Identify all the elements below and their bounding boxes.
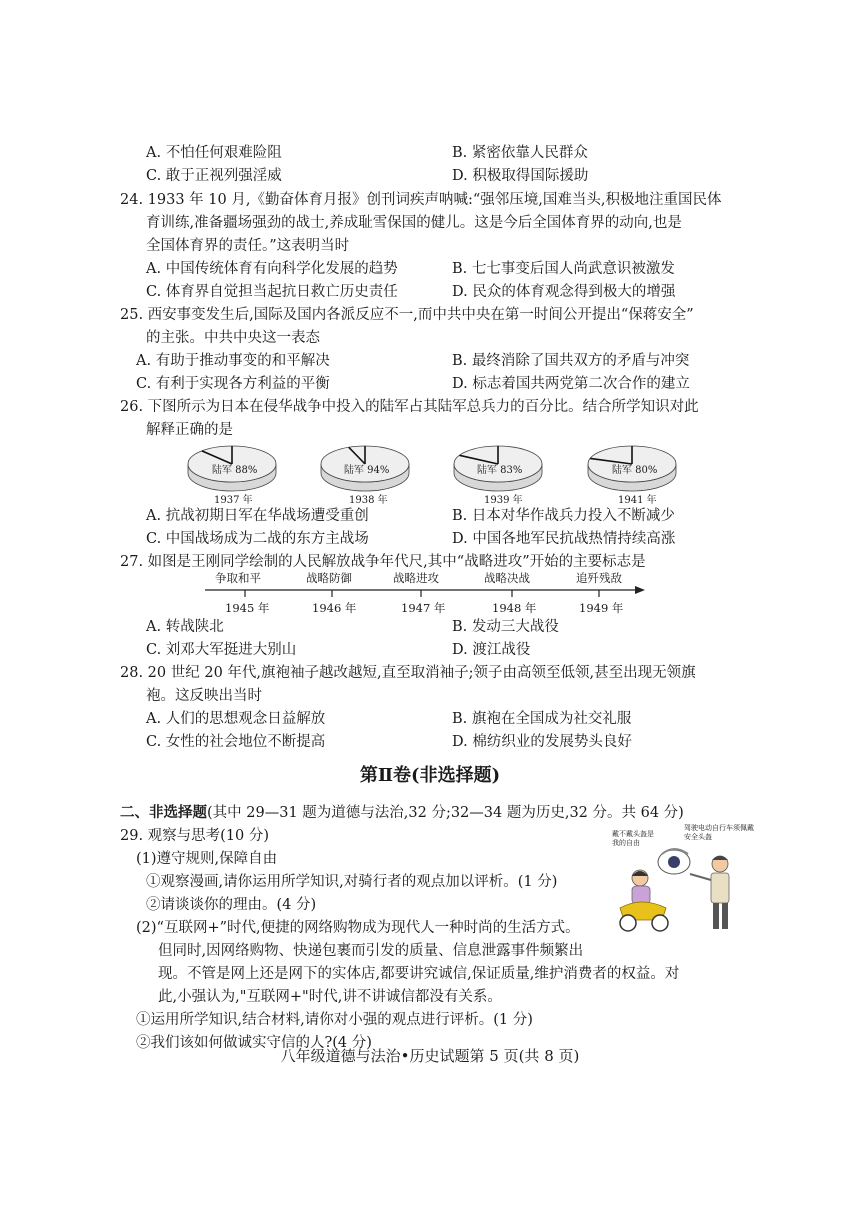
q29-part2-q2: ②我们该如何做诚实守信的人?(4 分)	[136, 1035, 372, 1051]
q26-option-b: B. 日本对华作战兵力投入不断减少	[452, 508, 675, 524]
timeline-axis	[205, 584, 645, 598]
pie-label-1938: 陆军 94%	[344, 465, 390, 476]
pie-label-1941: 陆军 80%	[612, 465, 658, 476]
timeline-phase-5: 追歼残敌	[576, 571, 622, 585]
timeline-phase-4: 战略决战	[484, 571, 530, 585]
helmet-cartoon	[612, 820, 762, 936]
q23-option-c: C. 敢于正视列强淫威	[146, 168, 282, 184]
q28-option-c: C. 女性的社会地位不断提高	[146, 734, 326, 750]
q23-option-d: D. 积极取得国际援助	[452, 168, 589, 184]
pie-year-1941: 1941 年	[618, 495, 657, 506]
q27-option-a: A. 转战陕北	[146, 619, 224, 635]
q27-option-d: D. 渡江战役	[452, 642, 531, 658]
q26-option-d: D. 中国各地军民抗战热情持续高涨	[452, 531, 676, 547]
pie-label-1939: 陆军 83%	[477, 465, 523, 476]
q24-stem-line1: 24. 1933 年 10 月,《勤奋体育月报》创刊词疾声呐喊:“强邻压境,国难当头,积极地注重国民体	[120, 192, 722, 208]
timeline-phase-1: 争取和平	[215, 571, 261, 585]
q28-option-d: D. 棉纺织业的发展势头良好	[452, 734, 632, 750]
q29-part1: (1)遵守规则,保障自由	[136, 851, 278, 867]
timeline-phase-3: 战略进攻	[393, 571, 439, 585]
q26-option-c: C. 中国战场成为二战的东方主战场	[146, 531, 369, 547]
section-2-heading	[120, 803, 684, 823]
q28-option-b: B. 旗袍在全国成为社交礼服	[452, 711, 632, 727]
q28-stem-line1: 28. 20 世纪 20 年代,旗袍袖子越改越短,直至取消袖子;领子由高领至低领,甚至出现无领旗	[120, 665, 696, 681]
pie-year-1939: 1939 年	[484, 495, 523, 506]
page-footer: 八年级道德与法治•历史试题第 5 页(共 8 页)	[280, 1047, 580, 1065]
rider-speech-bubble: 戴不戴头盔是我的自由	[612, 830, 654, 847]
section-2-heading-rest: (其中 29—31 题为道德与法治,32 分;32—34 题为历史,32 分。共 64 分)	[207, 805, 684, 821]
q27-stem-line1: 27. 如图是王刚同学绘制的人民解放战争年代尺,其中“战略进攻”开始的主要标志是	[120, 554, 646, 570]
q24-option-b: B. 七七事变后国人尚武意识被激发	[452, 261, 675, 277]
timeline-year-1946: 1946 年	[312, 601, 357, 615]
q25-option-d: D. 标志着国共两党第二次合作的建立	[452, 376, 690, 392]
q24-option-d: D. 民众的体育观念得到极大的增强	[452, 284, 676, 300]
q26-option-a: A. 抗战初期日军在华战场遭受重创	[146, 508, 369, 524]
officer-speech-bubble: 驾驶电动自行车须佩戴安全头盔	[684, 824, 754, 841]
q25-option-b: B. 最终消除了国共双方的矛盾与冲突	[452, 353, 690, 369]
timeline-year-1945: 1945 年	[225, 601, 270, 615]
cartoon-drawing	[612, 820, 762, 936]
q29-part2-line1: (2)“互联网+”时代,便捷的网络购物成为现代人一种时尚的生活方式。	[136, 920, 580, 936]
section-2-title: 第Ⅱ卷(非选择题)	[359, 765, 501, 786]
q28-stem-line2: 袍。这反映出当时	[146, 688, 262, 704]
pie-label-1937: 陆军 88%	[212, 465, 258, 476]
q25-option-a: A. 有助于推动事变的和平解决	[136, 353, 330, 369]
timeline-year-1947: 1947 年	[401, 601, 446, 615]
pie-year-1938: 1938 年	[349, 495, 388, 506]
q25-stem-line1: 25. 西安事变发生后,国际及国内各派反应不一,而中共中央在第一时间公开提出“保蒋安全”	[120, 307, 694, 323]
q29-part2-line4: 此,小强认为,"互联网+"时代,讲不讲诚信都没有关系。	[158, 989, 502, 1005]
q25-stem-line2: 的主张。中共中央这一表态	[146, 330, 320, 346]
section-2-heading-bold: 二、非选择题	[120, 804, 207, 821]
q24-stem-line3: 全国体育界的责任。”这表明当时	[146, 238, 350, 254]
q26-stem-line2: 解释正确的是	[146, 422, 233, 438]
q29-part1-q2: ②请谈谈你的理由。(4 分)	[146, 897, 317, 913]
pie-year-1937: 1937 年	[214, 495, 253, 506]
q28-option-a: A. 人们的思想观念日益解放	[146, 711, 326, 727]
q26-stem-line1: 26. 下图所示为日本在侵华战争中投入的陆军占其陆军总兵力的百分比。结合所学知识对此	[120, 399, 699, 415]
q27-option-c: C. 刘邓大军挺进大别山	[146, 642, 297, 658]
timeline-phase-2: 战略防御	[306, 571, 352, 585]
q24-option-a: A. 中国传统体育有向科学化发展的趋势	[146, 261, 398, 277]
q23-option-a: A. 不怕任何艰难险阻	[146, 145, 282, 161]
timeline-year-1949: 1949 年	[579, 601, 624, 615]
q23-option-b: B. 紧密依靠人民群众	[452, 145, 588, 161]
q24-stem-line2: 育训练,准备疆场强劲的战士,养成耻雪保国的健儿。这是今后全国体育界的动向,也是	[146, 215, 682, 231]
q29-part2-line2: 但同时,因网络购物、快递包裹而引发的质量、信息泄露事件频繁出	[158, 943, 584, 959]
q27-option-b: B. 发动三大战役	[452, 619, 559, 635]
q24-option-c: C. 体育界自觉担当起抗日救亡历史责任	[146, 284, 398, 300]
q29-part1-q1: ①观察漫画,请你运用所学知识,对骑行者的观点加以评析。(1 分)	[146, 874, 558, 890]
q25-option-c: C. 有利于实现各方利益的平衡	[136, 376, 330, 392]
q29-part2-line3: 现。不管是网上还是网下的实体店,都要讲究诚信,保证质量,维护消费者的权益。对	[158, 966, 680, 982]
timeline-year-1948: 1948 年	[492, 601, 537, 615]
q29-title: 29. 观察与思考(10 分)	[120, 828, 270, 844]
q29-part2-q1: ①运用所学知识,结合材料,请你对小强的观点进行评析。(1 分)	[136, 1012, 533, 1028]
